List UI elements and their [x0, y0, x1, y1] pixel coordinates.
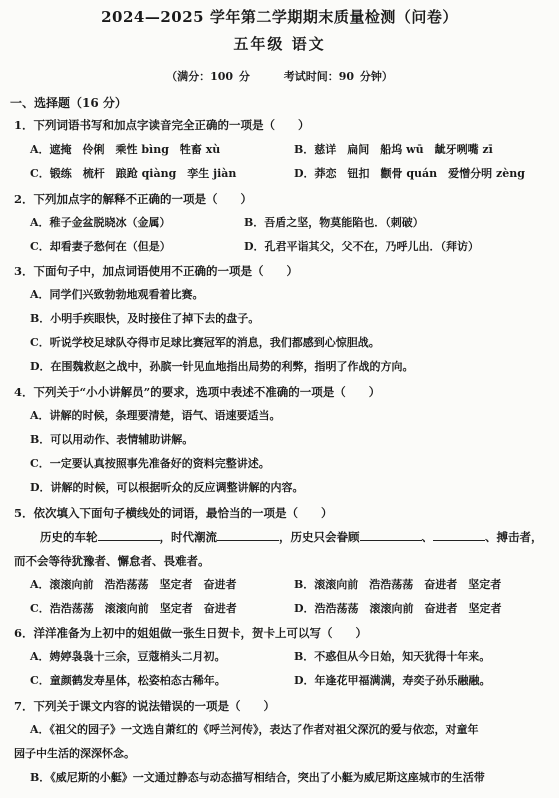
q2-option-c: C．却看妻子愁何在（但是） [30, 240, 171, 253]
page-subtitle: 五年级 语文 [233, 35, 326, 53]
q7-option-b-line1: B．《威尼斯的小艇》一文通过静态与动态描写相结合，突出了小艇为威尼斯这座城市的生活带 [30, 771, 485, 784]
q3-option-d: D．在围魏救赵之战中，孙膑一针见血地指出局势的利弊，指明了作战的方向。 [30, 360, 414, 373]
q4-option-c: C．一定要认真按照事先准备好的资料完整讲述。 [30, 457, 270, 470]
q5-text-3: ，历史只会眷顾 [279, 530, 360, 544]
answer-blank [360, 530, 422, 541]
q5-stem: 5．依次填入下面句子横线处的词语，最恰当的一项是（ ） [14, 506, 333, 520]
q1-option-a: A．遮掩 伶俐 乘性 bìng 牲畜 xù [30, 143, 221, 156]
q2-option-b: B．吾盾之坚，物莫能陷也．（刺破） [244, 216, 424, 229]
q5-text-2: ，时代潮流 [159, 530, 217, 544]
q5-text-1: 历史的车轮 [40, 530, 98, 544]
q5-option-d: D．浩浩荡荡 滚滚向前 奋进者 坚定者 [294, 602, 502, 615]
q4-option-b: B．可以用动作、表情辅助讲解。 [30, 433, 194, 446]
q7-stem: 7．下列关于课文内容的说法错误的一项是（ ） [14, 699, 275, 713]
answer-blank [217, 530, 279, 541]
q4-option-a: A．讲解的时候，条理要清楚，语气、语速要适当。 [30, 409, 281, 422]
q1-stem: 1．下列词语书写和加点字读音完全正确的一项是（ ） [14, 118, 310, 132]
exam-meta [0, 68, 559, 84]
answer-blank [98, 530, 160, 541]
q7-option-a-line1: A．《祖父的园子》一文选自萧红的《呼兰河传》，表达了作者对祖父深沉的爱与依恋，对童年 [30, 723, 479, 736]
q6-stem: 6．洋洋准备为上初中的姐姐做一张生日贺卡，贺卡上可以写（ ） [14, 626, 367, 640]
q3-option-c: C．听说学校足球队夺得市足球比赛冠军的消息，我们都感到心惊胆战。 [30, 336, 380, 349]
q5-option-a: A．滚滚向前 浩浩荡荡 坚定者 奋进者 [30, 578, 237, 591]
q2-option-d: D．孔君平诣其父，父不在，乃呼儿出．（拜访） [244, 240, 480, 253]
q6-option-b: B．不惑但从今日始，知天犹得十年来。 [294, 650, 491, 663]
q5-sentence [40, 530, 543, 544]
q4-option-d: D．讲解的时候，可以根据听众的反应调整讲解的内容。 [30, 481, 304, 494]
full-score: （满分：100 分 [166, 70, 250, 83]
q6-option-a: A．娉婷袅袅十三余，豆蔻梢头二月初。 [30, 650, 226, 663]
q5-sentence-cont: 而不会等待犹豫者、懈怠者、畏难者。 [14, 554, 210, 568]
answer-blank [433, 530, 485, 541]
q6-option-d: D．年逢花甲福满满，寿奕子孙乐融融。 [294, 674, 491, 687]
q3-stem: 3．下面句子中，加点词语使用不正确的一项是（ ） [14, 264, 298, 278]
q5-option-c: C．浩浩荡荡 滚滚向前 坚定者 奋进者 [30, 602, 237, 615]
q5-text-5: 、搏击者， [485, 530, 543, 544]
q5-option-b: B．滚滚向前 浩浩荡荡 奋进者 坚定者 [294, 578, 502, 591]
q7-option-a-line2: 园子中生活的深深怀念。 [14, 747, 135, 760]
q2-option-a: A．稚子金盆脱晓冰（金属） [30, 216, 171, 229]
q6-option-c: C．童颜鹤发寿星体，松姿柏态古稀年。 [30, 674, 226, 687]
q5-text-4: 、 [421, 530, 433, 544]
page-title: 2024—2025 学年第二学期期末质量检测（问卷） [101, 8, 458, 26]
exam-time: 考试时间：90 分钟） [283, 70, 393, 83]
q1-option-c: C．锻练 梳杆 踉跄 qiàng 孪生 jiàn [30, 167, 237, 180]
q4-stem: 4．下列关于“小小讲解员”的要求，选项中表述不准确的一项是（ ） [14, 385, 381, 399]
section-heading: 一、选择题（16 分） [10, 96, 127, 110]
q3-option-a: A．同学们兴致勃勃地观看着比赛。 [30, 288, 204, 301]
q1-option-b: B．慈详 扁间 船坞 wū 龇牙咧嘴 zī [294, 143, 493, 156]
q2-stem: 2．下列加点字的解释不正确的一项是（ ） [14, 192, 252, 206]
q1-option-d: D．莽恋 钮扣 颧骨 quán 爱憎分明 zèng [294, 167, 525, 180]
q3-option-b: B．小明手疾眼快，及时接住了掉下去的盘子。 [30, 312, 260, 325]
